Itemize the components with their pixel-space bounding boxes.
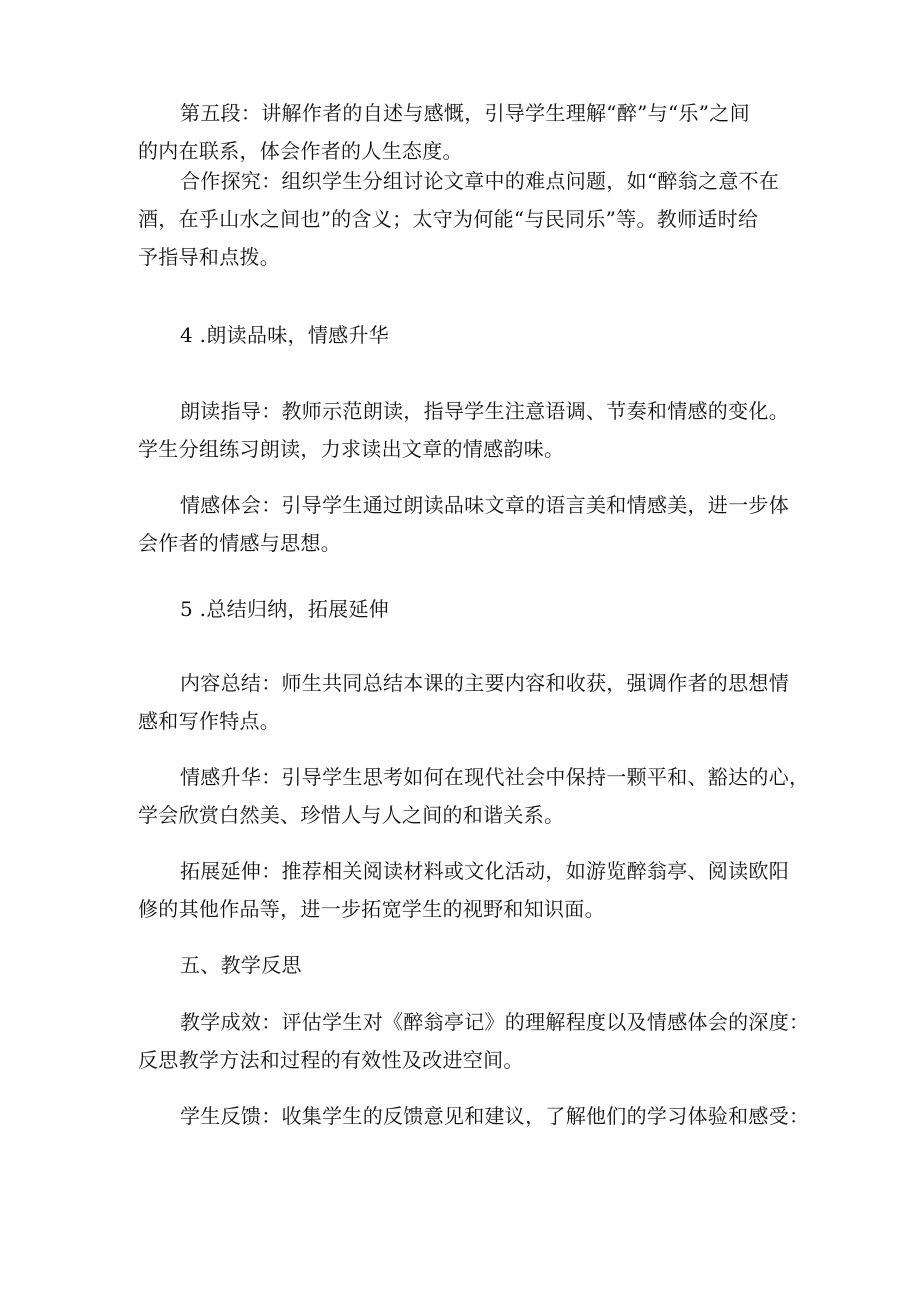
text-line: 学生反馈：收集学生的反馈意见和建议，了解他们的学习体验和感受： — [180, 1104, 810, 1128]
text-line: 学生分组练习朗读，力求读出文章的情感韵味。 — [138, 437, 565, 461]
text-line: 情感体会：引导学生通过朗读品味文章的语言美和情感美，进一步体 — [180, 493, 789, 517]
paragraph-student-feedback — [138, 1097, 810, 1135]
heading-step-4: 4 .朗读品味，情感升华 — [180, 323, 390, 347]
text-line: 朗读指导：教师示范朗读，指导学生注意语调、节奏和情感的变化。 — [180, 399, 789, 423]
text-line: 修的其他作品等，进一步拓宽学生的视野和知识面。 — [138, 897, 605, 921]
text-line: 第五段：讲解作者的自述与感慨，引导学生理解“醉”与“乐”之间 — [180, 101, 750, 125]
text-line: 反思教学方法和过程的有效性及改进空间。 — [138, 1048, 524, 1072]
paragraph-fifth-section — [138, 94, 783, 170]
text-line: 情感升华：引导学生思考如何在现代社会中保持一颗平和、豁达的心， — [180, 765, 810, 789]
paragraph-extension — [138, 852, 789, 928]
text-line: 酒，在乎山水之间也”的含义；太守为何能“与民同乐”等。教师适时给 — [138, 207, 759, 231]
paragraph-cooperative-inquiry — [138, 162, 783, 276]
text-line: 教学成效：评估学生对《醉翁亭记》的理解程度以及情感体会的深度： — [180, 1010, 810, 1034]
paragraph-emotional-sublimation — [138, 758, 810, 834]
text-line: 合作探究：组织学生分组讨论文章中的难点问题，如“醉翁之意不在 — [180, 169, 780, 193]
paragraph-reading-guidance — [138, 392, 789, 468]
text-line: 会作者的情感与思想。 — [138, 531, 341, 555]
text-line: 学会欣赏白然美、珍惜人与人之间的和谐关系。 — [138, 803, 565, 827]
text-line: 予指导和点拨。 — [138, 245, 281, 269]
paragraph-content-summary — [138, 664, 789, 740]
heading-section-5: 五、教学反思 — [180, 953, 302, 977]
text-line: 感和写作特点。 — [138, 709, 281, 733]
paragraph-emotional-experience — [138, 486, 789, 562]
text-line: 拓展延伸：推荐相关阅读材料或文化活动，如游览醉翁亭、阅读欧阳 — [180, 859, 789, 883]
heading-step-5: 5 .总结归纳，拓展延伸 — [180, 597, 390, 621]
text-line: 内容总结：师生共同总结本课的主要内容和收获，强调作者的思想情 — [180, 671, 789, 695]
paragraph-teaching-effect — [138, 1003, 810, 1079]
text-line: 的内在联系，体会作者的人生态度。 — [138, 139, 463, 163]
